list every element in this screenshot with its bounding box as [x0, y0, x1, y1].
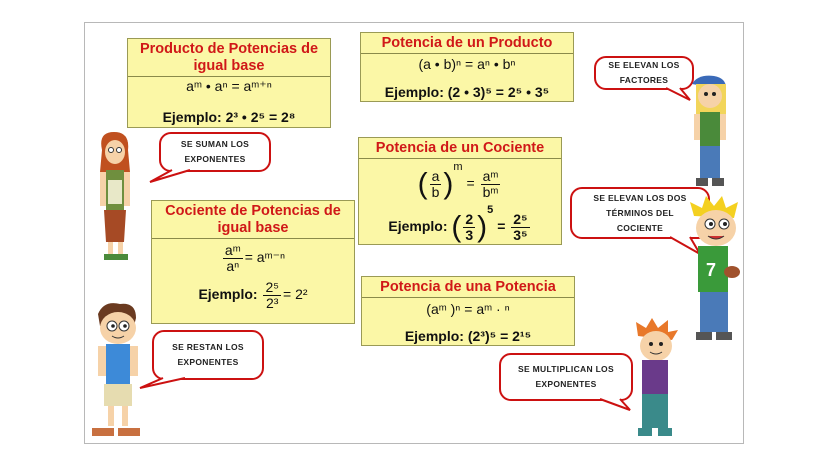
bubble-line: TÉRMINOS DEL [606, 207, 674, 218]
equals: = [466, 175, 475, 191]
bubble-line: SE RESTAN LOS [172, 342, 244, 352]
bubble-line: EXPONENTES [535, 379, 597, 389]
example-result: = 2² [283, 286, 308, 303]
paren-open: ( [451, 210, 462, 244]
bubble-line: SE SUMAN LOS [180, 139, 250, 149]
bubble-line: COCIENTE [616, 222, 664, 233]
numerator: 2⁵ [265, 279, 280, 295]
numerator: aᵐ [482, 167, 499, 184]
box-title: Potencia de una Potencia [362, 277, 574, 298]
numerator: 2 [465, 210, 474, 227]
paren-close: ) [477, 210, 488, 244]
title-line: igual base [193, 58, 265, 74]
example-text: Ejemplo: 2³ • 2⁵ = 2⁸ [162, 109, 296, 125]
redhead-boy-character-icon [628, 318, 684, 444]
paren-open: ( [417, 167, 428, 201]
title-line: Producto de Potencias de [139, 41, 319, 57]
denominator: bᵐ [482, 183, 499, 200]
blond-boy-character-icon [688, 196, 744, 348]
rule-text: (aᵐ )ⁿ = aᵐ · ⁿ [426, 301, 510, 317]
example-text: Ejemplo: (2 • 3)⁵ = 2⁵ • 3⁵ [384, 84, 550, 100]
title-line: igual base [217, 220, 289, 236]
numerator: 2⁵ [513, 210, 528, 227]
example-label: Ejemplo: [198, 286, 258, 303]
rule-text: aᵐ • aⁿ = aᵐ⁺ⁿ [186, 78, 272, 94]
bubble-line: FACTORES [619, 75, 669, 85]
denominator: b [431, 183, 440, 200]
rule-result: = aᵐ⁻ⁿ [244, 249, 286, 266]
exponent: 5 [487, 203, 494, 216]
example-text: Ejemplo: (2³)⁵ = 2¹⁵ [404, 328, 532, 344]
bubble-line: EXPONENTES [184, 154, 246, 164]
rule-text: (a • b)ⁿ = aⁿ • bⁿ [418, 56, 516, 72]
numerator: a [431, 167, 440, 184]
exponent: m [453, 161, 463, 173]
bubble-line: EXPONENTES [177, 357, 239, 367]
bubble-line: SE ELEVAN LOS DOS [593, 192, 687, 203]
bubble-line: SE ELEVAN LOS [608, 60, 680, 70]
denominator: 3⁵ [513, 226, 528, 243]
box-title: Potencia de un Producto [361, 33, 573, 54]
paren-close: ) [443, 167, 454, 201]
svg-text:7: 7 [706, 260, 717, 280]
boy-character-icon [84, 300, 150, 442]
bubble-line: SE MULTIPLICAN LOS [518, 364, 614, 374]
boy-cap-character-icon [684, 74, 734, 190]
denominator: 3 [465, 226, 474, 243]
box-title: Potencia de un Cociente [359, 138, 561, 159]
girl-character-icon [94, 130, 136, 265]
denominator: 2³ [266, 295, 279, 311]
denominator: aⁿ [226, 258, 240, 274]
numerator: aᵐ [224, 242, 241, 258]
example-label: Ejemplo: [388, 217, 448, 234]
title-line: Cociente de Potencias de [165, 203, 341, 219]
equals: = [497, 217, 506, 234]
